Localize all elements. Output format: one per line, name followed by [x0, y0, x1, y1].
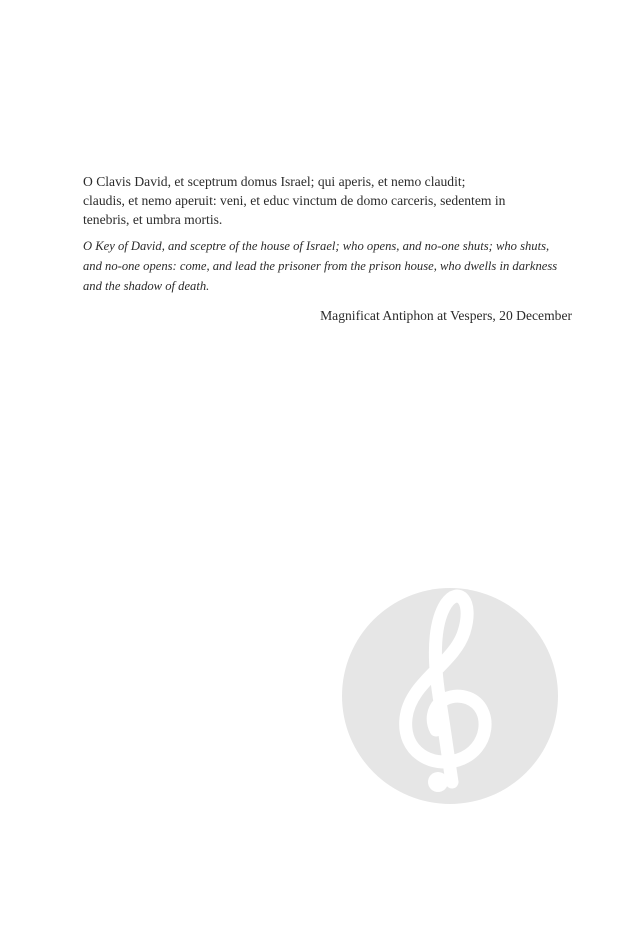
english-line: and no-one opens: come, and lead the prisoner from the prison house, who dwells in darkness	[83, 259, 558, 273]
antiphon-text	[83, 172, 575, 296]
latin-line: tenebris, et umbra mortis.	[83, 212, 223, 227]
english-translation	[83, 236, 575, 296]
latin-line: claudis, et nemo aperuit: veni, et educ vinctum de domo carceris, sedentem in	[83, 193, 506, 208]
english-line: O Key of David, and sceptre of the house of Israel; who opens, and no-one shuts; who shuts,	[83, 239, 550, 253]
treble-clef-icon	[340, 569, 560, 806]
watermark-logo	[340, 569, 560, 806]
english-line: and the shadow of death.	[83, 279, 210, 293]
watermark-text: alle-noten.de	[340, 569, 489, 591]
source-attribution: Magnificat Antiphon at Vespers, 20 December	[320, 308, 572, 323]
latin-text	[83, 172, 575, 229]
latin-line: O Clavis David, et sceptrum domus Israel; qui aperis, et nemo claudit;	[83, 174, 466, 189]
